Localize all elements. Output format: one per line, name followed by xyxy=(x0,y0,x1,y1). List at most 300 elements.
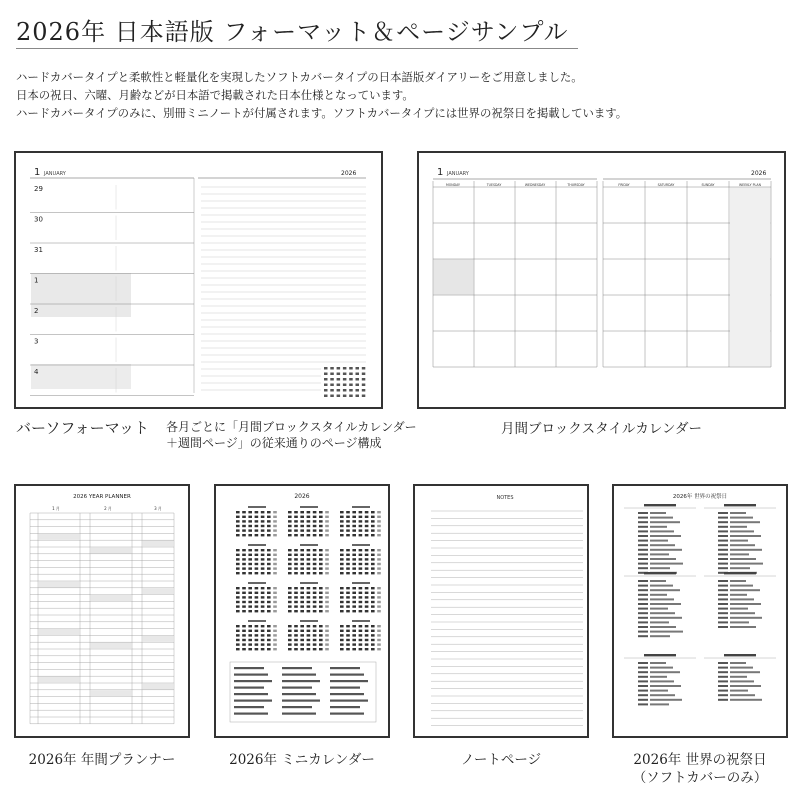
mini-day-cell xyxy=(294,605,298,607)
mini-day-cell xyxy=(352,587,356,589)
holiday-name xyxy=(650,690,668,692)
mini-day-cell xyxy=(313,610,317,612)
holiday-date xyxy=(638,598,648,600)
mini-day-cell xyxy=(319,630,323,632)
holiday-date xyxy=(718,549,728,551)
world-holiday-blocks xyxy=(624,504,776,705)
mini-calendar-holiday-list xyxy=(230,662,376,722)
mini-day-cell xyxy=(300,587,304,589)
mini-day-cell xyxy=(261,558,265,560)
mini-day-cell xyxy=(273,605,277,607)
holiday-name xyxy=(650,667,673,669)
mini-day-cell xyxy=(371,572,375,574)
holiday-name xyxy=(650,585,673,587)
mini-day-cell xyxy=(288,587,292,589)
mini-day-cell xyxy=(359,520,363,522)
mini-day-cell xyxy=(307,630,311,632)
holiday-name xyxy=(730,530,754,532)
mini-day-cell xyxy=(300,630,304,632)
mini-day-cell xyxy=(359,587,363,589)
mini-day-cell xyxy=(242,572,246,574)
mini-day-cell xyxy=(261,610,265,612)
mini-day-cell xyxy=(371,567,375,569)
mini-day-cell xyxy=(300,572,304,574)
mini-day-cell xyxy=(325,511,329,513)
monthly-month-name: JANUARY xyxy=(447,171,469,177)
holiday-list-line xyxy=(282,667,312,669)
mini-day-cell xyxy=(242,516,246,518)
holiday-date xyxy=(718,530,728,532)
holiday-name xyxy=(730,544,755,546)
mini-day-cell xyxy=(236,572,240,574)
mini-day-cell xyxy=(352,554,356,556)
holiday-date xyxy=(718,603,728,605)
mini-day-cell xyxy=(359,572,363,574)
mini-day-cell xyxy=(248,625,252,627)
mini-day-cell xyxy=(242,529,246,531)
holiday-name xyxy=(650,694,675,696)
world-block-title xyxy=(644,572,676,574)
mini-day-cell xyxy=(307,639,311,641)
mini-day-cell xyxy=(273,630,277,632)
mini-day-cell xyxy=(288,554,292,556)
mini-day-cell xyxy=(359,558,363,560)
mini-day-cell xyxy=(261,572,265,574)
mini-day-cell xyxy=(288,605,292,607)
mini-day-cell xyxy=(242,563,246,565)
mini-day-cell xyxy=(288,563,292,565)
mini-day-cell xyxy=(319,639,323,641)
mini-cal-cell xyxy=(343,389,347,392)
mini-day-cell xyxy=(371,639,375,641)
mini-day-cell xyxy=(242,592,246,594)
mini-day-cell xyxy=(273,563,277,565)
holiday-name xyxy=(650,626,676,628)
mini-day-cell xyxy=(340,558,344,560)
mini-day-cell xyxy=(255,516,259,518)
holiday-name xyxy=(730,621,749,623)
mini-day-cell xyxy=(294,634,298,636)
mini-day-cell xyxy=(319,572,323,574)
mini-cal-cell xyxy=(356,384,360,387)
mini-day-cell xyxy=(313,549,317,551)
holiday-date xyxy=(638,603,648,605)
mini-day-cell xyxy=(365,529,369,531)
mini-day-cell xyxy=(273,554,277,556)
mini-day-cell xyxy=(319,634,323,636)
mini-day-cell xyxy=(352,643,356,645)
mini-day-cell xyxy=(377,587,381,589)
mini-day-cell xyxy=(319,525,323,527)
holiday-date xyxy=(638,558,648,560)
holiday-date xyxy=(638,580,648,582)
mini-day-cell xyxy=(242,634,246,636)
holiday-name xyxy=(730,626,756,628)
mini-day-cell xyxy=(261,601,265,603)
mini-day-cell xyxy=(340,643,344,645)
mini-day-cell xyxy=(300,520,304,522)
mini-day-cell xyxy=(294,648,298,650)
holiday-date xyxy=(638,680,648,682)
mini-day-cell xyxy=(352,567,356,569)
holiday-date xyxy=(718,685,728,687)
holiday-date xyxy=(638,535,648,537)
mini-day-cell xyxy=(261,567,265,569)
mini-day-cell xyxy=(346,592,350,594)
mini-day-cell xyxy=(319,601,323,603)
mini-day-cell xyxy=(307,625,311,627)
mini-day-cell xyxy=(261,529,265,531)
mini-day-cell xyxy=(288,634,292,636)
mini-day-cell xyxy=(294,563,298,565)
mini-day-cell xyxy=(288,520,292,522)
mini-day-cell xyxy=(261,511,265,513)
mini-cal-cell xyxy=(343,378,347,381)
holiday-name xyxy=(650,580,666,582)
mini-day-cell xyxy=(300,601,304,603)
mini-day-cell xyxy=(288,601,292,603)
mini-day-cell xyxy=(242,554,246,556)
mini-day-cell xyxy=(352,558,356,560)
mini-day-cell xyxy=(255,625,259,627)
mini-cal-cell xyxy=(349,367,353,370)
weekday-header: FRIDAY xyxy=(618,183,630,187)
holiday-date xyxy=(638,694,648,696)
mini-day-cell xyxy=(294,529,298,531)
holiday-name xyxy=(650,617,682,619)
mini-day-cell xyxy=(365,534,369,536)
world-holidays-drawing xyxy=(614,486,786,736)
mini-day-cell xyxy=(261,648,265,650)
mini-day-cell xyxy=(255,587,259,589)
holiday-name xyxy=(730,667,753,669)
mini-day-cell xyxy=(307,648,311,650)
mini-day-cell xyxy=(255,563,259,565)
world-block-title xyxy=(644,504,676,506)
planner-weekend-cell xyxy=(90,547,132,553)
mini-day-cell xyxy=(261,549,265,551)
mini-day-cell xyxy=(371,563,375,565)
mini-day-cell xyxy=(300,610,304,612)
mini-day-cell xyxy=(325,601,329,603)
holiday-name xyxy=(650,521,680,523)
mini-day-cell xyxy=(352,511,356,513)
mini-day-cell xyxy=(300,605,304,607)
mini-day-cell xyxy=(359,554,363,556)
holiday-date xyxy=(638,540,648,542)
holiday-list-line xyxy=(282,680,320,682)
mini-day-cell xyxy=(288,529,292,531)
mini-day-cell xyxy=(346,643,350,645)
mini-day-cell xyxy=(307,572,311,574)
mini-day-cell xyxy=(340,572,344,574)
holiday-name xyxy=(730,549,762,551)
mini-day-cell xyxy=(325,605,329,607)
mini-day-cell xyxy=(261,534,265,536)
mini-day-cell xyxy=(267,592,271,594)
holiday-name xyxy=(650,535,681,537)
mini-day-cell xyxy=(236,592,240,594)
mini-cal-cell xyxy=(324,378,328,381)
mini-day-cell xyxy=(294,549,298,551)
holiday-list-line xyxy=(330,700,368,702)
mini-day-cell xyxy=(236,534,240,536)
mini-month-label xyxy=(300,620,318,622)
mini-month-label xyxy=(248,582,266,584)
holiday-date xyxy=(638,690,648,692)
mini-day-cell xyxy=(346,563,350,565)
mini-day-cell xyxy=(267,572,271,574)
mini-day-cell xyxy=(236,554,240,556)
mini-day-cell xyxy=(267,534,271,536)
weekday-header: SATURDAY xyxy=(657,183,675,187)
mini-day-cell xyxy=(325,525,329,527)
mini-day-cell xyxy=(319,549,323,551)
holiday-list-line xyxy=(330,667,360,669)
holiday-name xyxy=(730,585,753,587)
holiday-list-line xyxy=(282,706,312,708)
mini-day-cell xyxy=(371,511,375,513)
mini-month-label xyxy=(352,506,370,508)
holiday-date xyxy=(638,526,648,528)
mini-day-cell xyxy=(371,516,375,518)
mini-day-cell xyxy=(319,648,323,650)
holiday-name xyxy=(730,517,753,519)
mini-day-cell xyxy=(307,558,311,560)
holiday-date xyxy=(638,521,648,523)
mini-day-cell xyxy=(359,634,363,636)
mini-day-cell xyxy=(377,516,381,518)
mini-day-cell xyxy=(340,625,344,627)
mini-day-cell xyxy=(352,634,356,636)
mini-day-cell xyxy=(359,567,363,569)
mini-day-cell xyxy=(300,596,304,598)
holiday-name xyxy=(730,690,748,692)
mini-day-cell xyxy=(346,525,350,527)
mini-day-cell xyxy=(346,549,350,551)
holiday-name xyxy=(650,526,667,528)
mini-day-cell xyxy=(325,563,329,565)
mini-day-cell xyxy=(294,592,298,594)
mini-day-cell xyxy=(242,567,246,569)
mini-day-cell xyxy=(371,587,375,589)
holiday-date xyxy=(638,563,648,565)
mini-cal-cell xyxy=(343,367,347,370)
mini-day-cell xyxy=(319,625,323,627)
mini-day-cell xyxy=(365,554,369,556)
holiday-name xyxy=(650,567,670,569)
mini-month-label xyxy=(248,620,266,622)
mini-day-cell xyxy=(242,643,246,645)
mini-cal-cell xyxy=(324,384,328,387)
mini-day-cell xyxy=(255,554,259,556)
mini-day-cell xyxy=(248,529,252,531)
mini-cal-cell xyxy=(356,395,360,398)
mini-day-cell xyxy=(248,587,252,589)
planner-weekend-cell xyxy=(142,683,174,689)
holiday-name xyxy=(730,567,750,569)
title-divider xyxy=(16,48,578,49)
mini-day-cell xyxy=(340,630,344,632)
mini-day-cell xyxy=(313,520,317,522)
world-block-title xyxy=(724,504,756,506)
holiday-date xyxy=(718,662,728,664)
mini-day-cell xyxy=(236,525,240,527)
mini-day-cell xyxy=(365,520,369,522)
holiday-name xyxy=(730,685,761,687)
mini-cal-cell xyxy=(356,373,360,376)
mini-day-cell xyxy=(242,534,246,536)
holiday-name xyxy=(730,526,747,528)
mini-day-cell xyxy=(352,592,356,594)
mini-day-cell xyxy=(352,516,356,518)
mini-day-cell xyxy=(377,567,381,569)
holiday-list-line xyxy=(330,713,364,715)
mini-day-cell xyxy=(288,567,292,569)
holiday-name xyxy=(730,589,760,591)
mini-day-cell xyxy=(300,549,304,551)
mini-day-cell xyxy=(346,610,350,612)
holiday-date xyxy=(638,544,648,546)
holiday-date xyxy=(718,558,728,560)
holiday-date xyxy=(638,676,648,678)
mini-day-cell xyxy=(313,643,317,645)
mini-day-cell xyxy=(300,567,304,569)
mini-day-cell xyxy=(325,592,329,594)
mini-day-cell xyxy=(319,643,323,645)
mini-day-cell xyxy=(261,639,265,641)
mini-day-cell xyxy=(300,639,304,641)
mini-day-cell xyxy=(242,639,246,641)
mini-day-cell xyxy=(288,625,292,627)
mini-day-cell xyxy=(359,529,363,531)
monthly-weekday-headers xyxy=(446,183,762,187)
mini-day-cell xyxy=(236,648,240,650)
holiday-date xyxy=(638,553,648,555)
mini-day-cell xyxy=(236,625,240,627)
mini-day-cell xyxy=(377,525,381,527)
mini-day-cell xyxy=(255,549,259,551)
mini-day-cell xyxy=(325,625,329,627)
weekday-header: MONDAY xyxy=(446,183,460,187)
holiday-date xyxy=(638,685,648,687)
weekly-day-number: 4 xyxy=(34,368,39,376)
mini-day-cell xyxy=(261,554,265,556)
weekday-header: TUESDAY xyxy=(486,183,502,187)
mini-day-cell xyxy=(352,601,356,603)
mini-day-cell xyxy=(313,648,317,650)
holiday-list-line xyxy=(234,667,264,669)
mini-day-cell xyxy=(352,610,356,612)
mini-day-cell xyxy=(365,511,369,513)
holiday-name xyxy=(650,517,673,519)
mini-day-cell xyxy=(325,630,329,632)
holiday-list-line xyxy=(330,687,360,689)
mini-day-cell xyxy=(313,525,317,527)
holiday-cell xyxy=(434,260,474,295)
mini-day-cell xyxy=(300,634,304,636)
holiday-name xyxy=(650,671,680,673)
weekly-format-note-1: 各月ごとに「月間ブロックスタイルカレンダー xyxy=(166,420,417,434)
mini-day-cell xyxy=(261,596,265,598)
mini-day-cell xyxy=(365,596,369,598)
mini-cal-cell xyxy=(343,395,347,398)
mini-day-cell xyxy=(325,643,329,645)
mini-day-cell xyxy=(255,630,259,632)
mini-day-cell xyxy=(365,648,369,650)
mini-day-cell xyxy=(359,630,363,632)
holiday-date xyxy=(638,589,648,591)
mini-day-cell xyxy=(377,520,381,522)
mini-day-cell xyxy=(288,643,292,645)
holiday-date xyxy=(718,699,728,701)
mini-day-cell xyxy=(319,596,323,598)
mini-day-cell xyxy=(255,648,259,650)
holiday-date xyxy=(718,621,728,623)
mini-day-cell xyxy=(255,596,259,598)
mini-day-cell xyxy=(346,516,350,518)
mini-cal-cell xyxy=(356,389,360,392)
holiday-name xyxy=(730,699,762,701)
mini-day-cell xyxy=(352,596,356,598)
holiday-name xyxy=(730,594,747,596)
mini-day-cell xyxy=(261,643,265,645)
mini-day-cell xyxy=(346,601,350,603)
mini-day-cell xyxy=(248,563,252,565)
mini-day-cell xyxy=(352,529,356,531)
mini-day-cell xyxy=(346,572,350,574)
holiday-date xyxy=(638,612,648,614)
mini-day-cell xyxy=(267,525,271,527)
mini-day-cell xyxy=(307,592,311,594)
mini-day-cell xyxy=(359,643,363,645)
mini-day-cell xyxy=(248,648,252,650)
year-planner-drawing xyxy=(16,486,188,736)
planner-weekend-cell xyxy=(90,690,132,696)
holiday-date xyxy=(638,530,648,532)
holiday-name xyxy=(650,612,675,614)
mini-day-cell xyxy=(319,558,323,560)
mini-day-cell xyxy=(377,558,381,560)
mini-day-cell xyxy=(377,610,381,612)
mini-day-cell xyxy=(359,511,363,513)
mini-day-cell xyxy=(242,587,246,589)
holiday-list-line xyxy=(234,687,264,689)
mini-day-cell xyxy=(273,648,277,650)
mini-day-cell xyxy=(325,520,329,522)
mini-day-cell xyxy=(352,520,356,522)
holiday-name xyxy=(730,535,761,537)
mini-day-cell xyxy=(352,630,356,632)
mini-day-cell xyxy=(313,601,317,603)
mini-day-cell xyxy=(248,601,252,603)
holiday-list-line xyxy=(330,674,364,676)
mini-day-cell xyxy=(365,563,369,565)
weekly-day-number: 30 xyxy=(34,215,43,224)
mini-day-cell xyxy=(340,549,344,551)
mini-day-cell xyxy=(248,605,252,607)
mini-day-cell xyxy=(267,601,271,603)
mini-day-cell xyxy=(300,558,304,560)
planner-weekend-cell xyxy=(142,588,174,594)
mini-day-cell xyxy=(371,520,375,522)
mini-day-cell xyxy=(307,634,311,636)
mini-day-cell xyxy=(340,639,344,641)
holiday-list-line xyxy=(330,693,364,695)
mini-day-cell xyxy=(359,605,363,607)
mini-day-cell xyxy=(267,596,271,598)
mini-day-cell xyxy=(255,534,259,536)
